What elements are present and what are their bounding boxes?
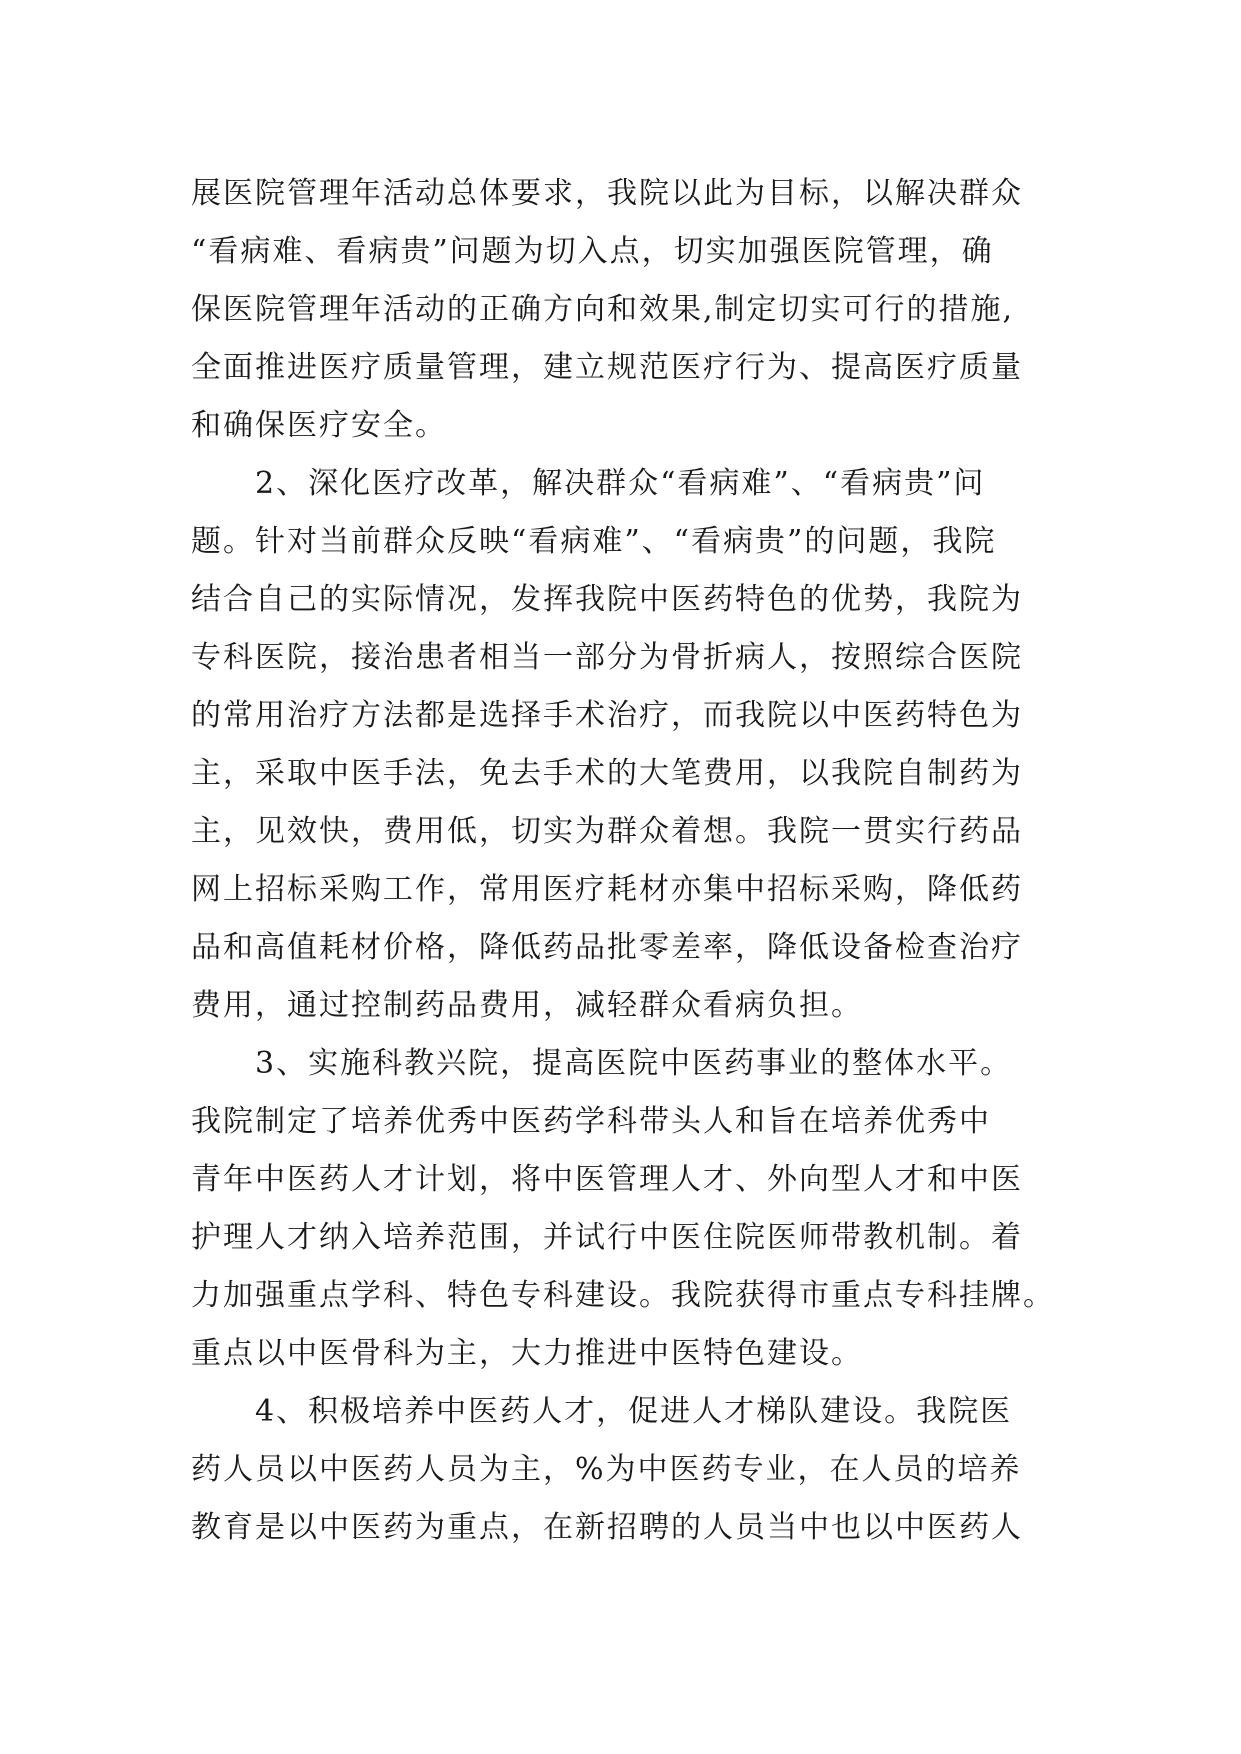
text-line: 结合自己的实际情况，发挥我院中医药特色的优势，我院为 [191,582,1023,617]
paragraph-start-line: 3、实施科教兴院，提高医院中医药事业的整体水平。 [255,1046,1013,1081]
text-line: 和确保医疗安全。 [191,408,447,443]
paragraph-start-line: 4、积极培养中医药人才，促进人才梯队建设。我院医 [255,1394,1013,1429]
text-line: 力加强重点学科、特色专科建设。我院获得市重点专科挂牌。 [191,1278,1055,1313]
text-line: 护理人才纳入培养范围，并试行中医住院医师带教机制。着 [191,1220,1023,1255]
text-line: 全面推进医疗质量管理，建立规范医疗行为、提高医疗质量 [191,350,1023,385]
document-body [191,165,1091,1557]
text-line: 的常用治疗方法都是选择手术治疗，而我院以中医药特色为 [191,698,1023,733]
text-line: 品和高值耗材价格，降低药品批零差率，降低设备检查治疗 [191,930,1023,965]
paragraph-start-line: 2、深化医疗改革，解决群众“看病难”、“看病贵”问 [255,466,986,501]
text-line: 主，见效快，费用低，切实为群众着想。我院一贯实行药品 [191,814,1023,849]
text-line: 教育是以中医药为重点，在新招聘的人员当中也以中医药人 [191,1510,1023,1545]
text-line: 费用，通过控制药品费用，减轻群众看病负担。 [191,988,863,1023]
text-line: 网上招标采购工作，常用医疗耗材亦集中招标采购，降低药 [191,872,1023,907]
text-line: 青年中医药人才计划，将中医管理人才、外向型人才和中医 [191,1162,1023,1197]
text-line: 主，采取中医手法，免去手术的大笔费用，以我院自制药为 [191,756,1023,791]
text-line: 我院制定了培养优秀中医药学科带头人和旨在培养优秀中 [191,1104,991,1139]
text-line: 重点以中医骨科为主，大力推进中医特色建设。 [191,1336,863,1371]
text-line: 展医院管理年活动总体要求，我院以此为目标，以解决群众 [191,176,1023,211]
text-line: 专科医院，接治患者相当一部分为骨折病人，按照综合医院 [191,640,1023,675]
text-line: 保医院管理年活动的正确方向和效果,制定切实可行的措施, [191,292,1015,327]
text-line: “看病难、看病贵”问题为切入点，切实加强医院管理，确 [191,234,994,269]
text-line: 题。针对当前群众反映“看病难”、“看病贵”的问题，我院 [191,524,997,559]
text-line: 药人员以中医药人员为主，%为中医药专业，在人员的培养 [191,1452,1022,1487]
